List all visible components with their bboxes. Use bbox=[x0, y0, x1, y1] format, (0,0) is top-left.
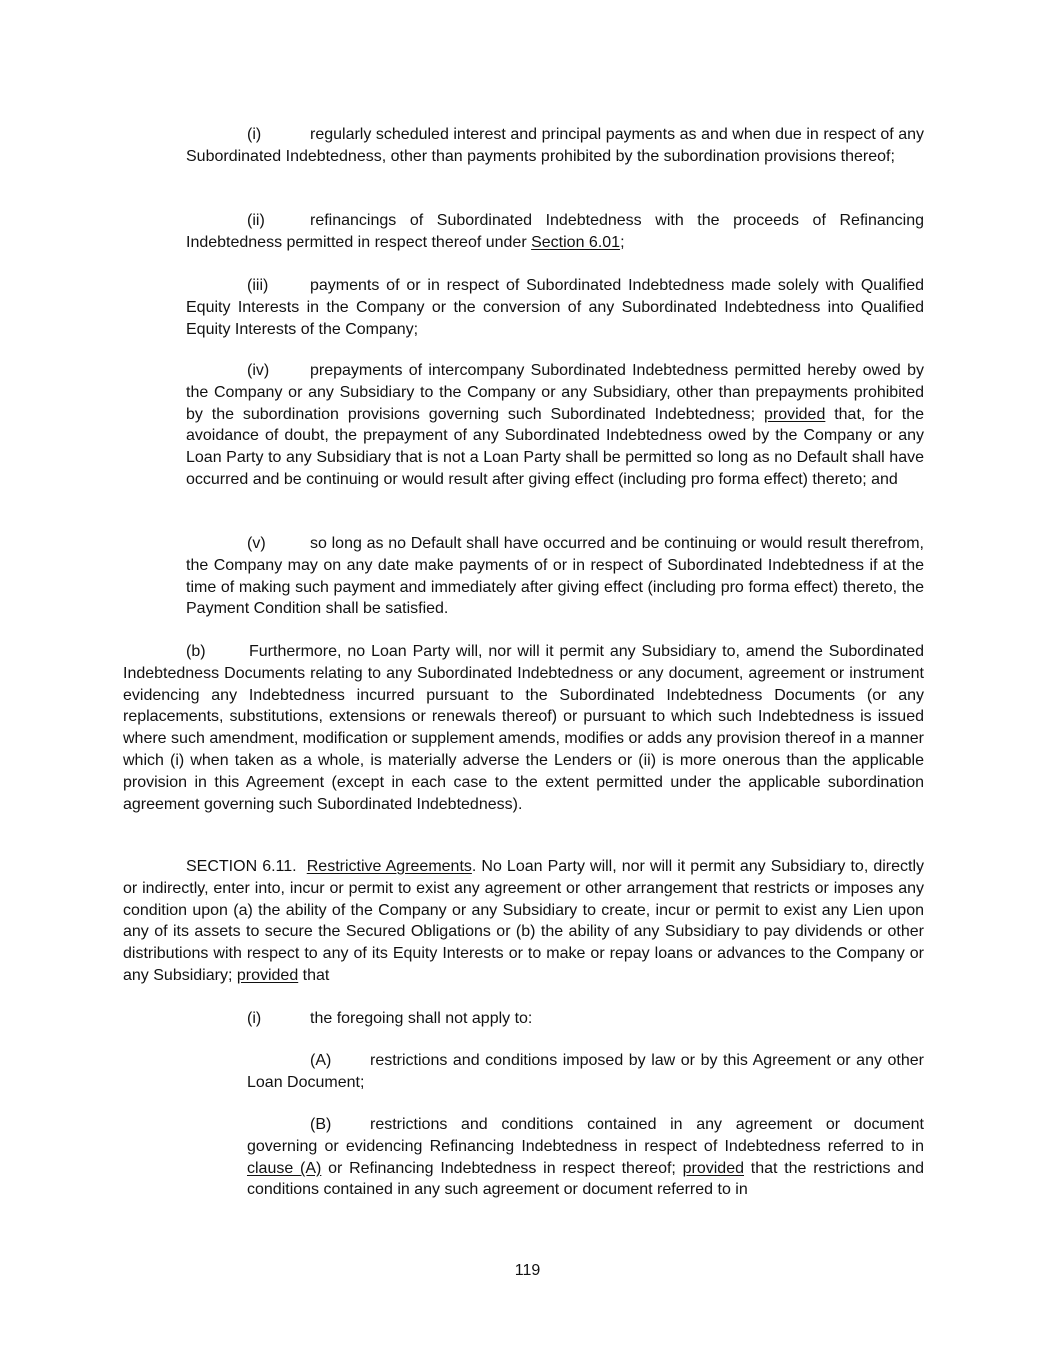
provided-term: provided bbox=[763, 405, 826, 423]
clause-reference: clause (A) bbox=[247, 1159, 322, 1177]
section-reference: Section 6.01 bbox=[531, 233, 621, 251]
clause-label: (i) bbox=[247, 1010, 262, 1027]
sub-clause-i bbox=[186, 1008, 924, 1030]
section-6-11 bbox=[123, 856, 924, 987]
clause-text: restrictions and conditions imposed by law or by this Agreement or any other Loan Document; bbox=[247, 1052, 924, 1091]
clause-text-mid: or Refinancing Indebtedness in respect thereof; bbox=[321, 1159, 683, 1177]
clause-label: (iii) bbox=[247, 277, 269, 294]
section-tail: that bbox=[298, 966, 330, 984]
provided-term: provided bbox=[682, 1159, 744, 1177]
clause-label: (i) bbox=[247, 126, 262, 143]
clause-label: (ii) bbox=[247, 212, 265, 229]
clause-v bbox=[186, 533, 924, 620]
clause-iii bbox=[186, 275, 924, 340]
sub-clause-B bbox=[247, 1114, 924, 1201]
clause-ii bbox=[186, 210, 924, 254]
clause-iv bbox=[186, 360, 924, 491]
clause-text-end: that the restrictions and conditions contained in any such agreement or document referred to in bbox=[247, 1159, 924, 1199]
clause-text: payments of or in respect of Subordinated Indebtedness made solely with Qualified Equity Interests in the Company or the conversion of any Subordinated Indebtedness into Qualified Equity Interests of the Company; bbox=[186, 277, 924, 338]
clause-label: (A) bbox=[310, 1052, 332, 1069]
clause-text: the foregoing shall not apply to: bbox=[310, 1010, 533, 1027]
clause-label: (v) bbox=[247, 535, 266, 552]
clause-i bbox=[186, 124, 924, 168]
clause-label: (B) bbox=[310, 1116, 332, 1133]
clause-label: (iv) bbox=[247, 362, 270, 379]
page-number: 119 bbox=[514, 1262, 541, 1279]
section-body: . No Loan Party will, nor will it permit any Subsidiary to, directly or indirectly, enter into, incur or permit to exist any agreement or other arrangement that restricts or imposes any condition upon (a) the ability of the Company or any Subsidiary to create, incur or permit to exist any Lien upon any of its assets to secure the Secured Obligations or (b) the ability of any Subsidiary to pay dividends or other distributions with respect to any of its Equity Interests or to make or repay loans or advances to the Company or any Subsidiary; bbox=[123, 858, 925, 984]
clause-text: regularly scheduled interest and principal payments as and when due in respect of any Subordinated Indebtedness, other than payments prohibited by the subordination provisions thereof; bbox=[186, 126, 924, 165]
sub-clause-A bbox=[247, 1050, 924, 1094]
clause-text-end: that, for the avoidance of doubt, the prepayment of any Subordinated Indebtedness owed by the Company or any Loan Party to any Subsidiary that is not a Loan Party shall be permitted so long as no Default shall have occurred and be continuing or would result after giving effect (including pro forma effect) thereto; and bbox=[186, 405, 924, 488]
section-title: Restrictive Agreements bbox=[306, 858, 472, 875]
clause-text: restrictions and conditions contained in any agreement or document governing or evidencing Refinancing Indebtedness in respect of Indebtedness referred to in bbox=[247, 1116, 924, 1155]
clause-text: prepayments of intercompany Subordinated Indebtedness permitted hereby owed by the Company or any Subsidiary to the Company or any Subsidiary, other than prepayments prohibited by the subordination provisions governing such Subordinated Indebtedness; bbox=[186, 362, 924, 423]
paragraph-text: Furthermore, no Loan Party will, nor will it permit any Subsidiary to, amend the Subordinated Indebtedness Documents relating to any Subordinated Indebtedness or any document, agreement or instrument evidencing any Indebtedness incurred pursuant to the Subordinated Indebtedness Documents (or any replacements, substitutions, extensions or renewals thereof) or pursuant to which such Indebtedness is issued where such amendment, modification or supplement amends, modifies or adds any provision thereof in a manner which (i) when taken as a whole, is materially adverse the Lenders or (ii) is more onerous than the applicable provision in this Agreement (except in each case to the extent permitted under the applicable subordination agreement governing such Subordinated Indebtedness). bbox=[123, 643, 924, 813]
clause-text-end: ; bbox=[620, 233, 625, 251]
section-number: SECTION 6.11. bbox=[186, 858, 297, 875]
paragraph-b bbox=[123, 641, 924, 815]
provided-term: provided bbox=[236, 966, 299, 984]
paragraph-label: (b) bbox=[186, 643, 206, 660]
clause-text: refinancings of Subordinated Indebtedness with the proceeds of Refinancing Indebtedness permitted in respect thereof under bbox=[186, 212, 924, 251]
clause-text: so long as no Default shall have occurred and be continuing or would result therefrom, the Company may on any date make payments of or in respect of Subordinated Indebtedness if at the time of making such payment and immediately after giving effect (including pro forma effect) thereto, the Payment Condition shall be satisfied. bbox=[186, 535, 924, 618]
